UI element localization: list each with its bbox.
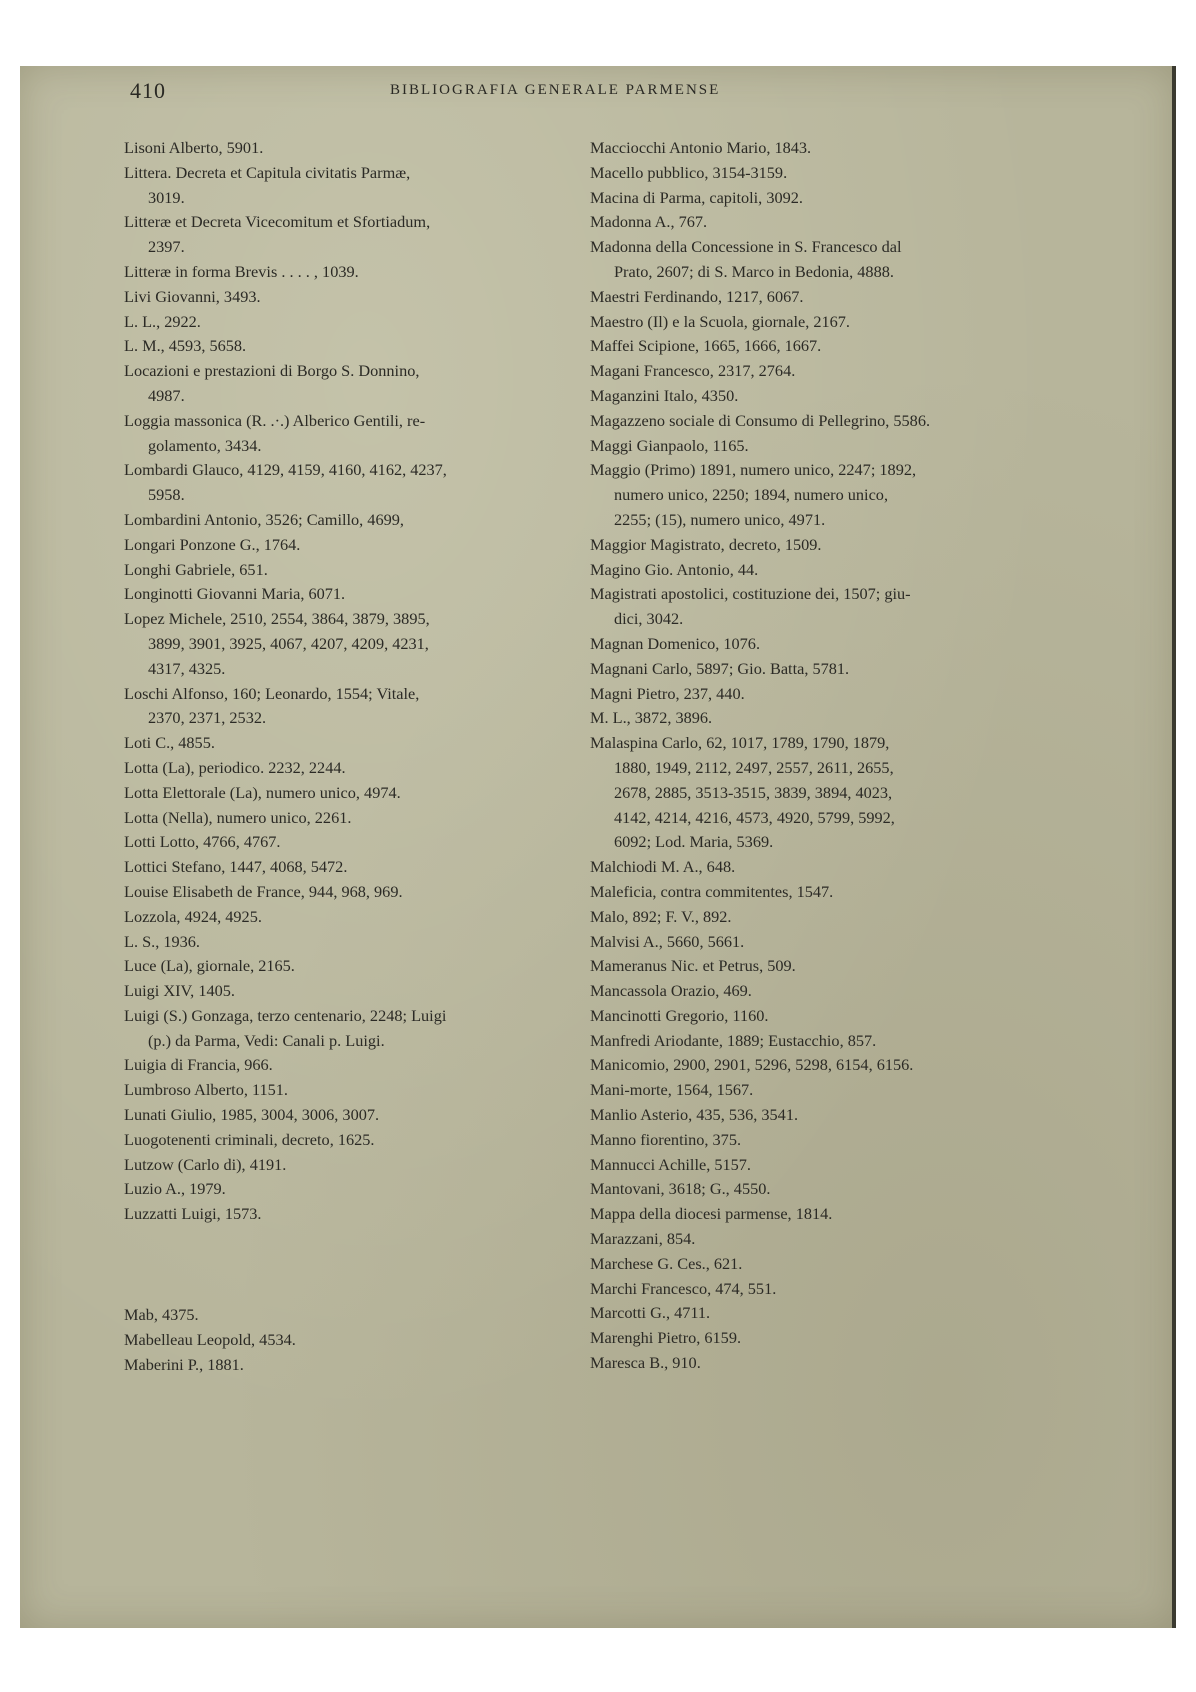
index-entry-line: Marazzani, 854. <box>590 1229 696 1249</box>
index-entry-line: dici, 3042. <box>614 609 684 629</box>
index-entry <box>590 930 1060 955</box>
index-entry <box>124 979 594 1004</box>
section-gap <box>124 1227 594 1303</box>
index-entry <box>590 1351 1060 1376</box>
index-entry-line: Litteræ et Decreta Vicecomitum et Sfortiadum, <box>124 212 431 232</box>
index-entry-line: Lombardi Glauco, 4129, 4159, 4160, 4162, 4237, <box>124 460 447 480</box>
index-entry-line: Marenghi Pietro, 6159. <box>590 1328 742 1348</box>
index-entry <box>124 1053 594 1078</box>
index-entry <box>590 136 1060 161</box>
index-entry-line: Manno fiorentino, 375. <box>590 1129 742 1149</box>
index-entry <box>124 607 594 681</box>
index-entry <box>124 930 594 955</box>
index-entry <box>590 235 1060 285</box>
index-entry-line: M. L., 3872, 3896. <box>590 708 713 728</box>
index-entry-line: Loschi Alfonso, 160; Leonardo, 1554; Vitale, <box>124 683 420 703</box>
index-entry <box>124 409 594 459</box>
index-entry-line: Manicomio, 2900, 2901, 5296, 5298, 6154, 6156. <box>590 1055 914 1075</box>
index-entry <box>124 1004 594 1054</box>
index-entry-line: Livi Giovanni, 3493. <box>124 286 261 306</box>
index-entry-line: Luzzatti Luigi, 1573. <box>124 1204 262 1224</box>
index-entry-line: L. L., 2922. <box>124 311 201 331</box>
index-entry-line: Luce (La), giornale, 2165. <box>124 956 295 976</box>
index-entry-line: Magazzeno sociale di Consumo di Pellegrino, 5586. <box>590 410 931 430</box>
index-entry-line: Maestri Ferdinando, 1217, 6067. <box>590 286 804 306</box>
index-entry-line: Madonna della Concessione in S. Francesco dal <box>590 237 902 257</box>
index-entry-line: 5958. <box>148 485 185 505</box>
index-entry-line: Littera. Decreta et Capitula civitatis Parmæ, <box>124 162 411 182</box>
index-entry <box>590 1177 1060 1202</box>
index-entry <box>590 1029 1060 1054</box>
index-entry-line: Mab, 4375. <box>124 1305 199 1325</box>
index-entry-line: Lopez Michele, 2510, 2554, 3864, 3879, 3895, <box>124 609 430 629</box>
index-entry <box>590 558 1060 583</box>
index-entry <box>124 1128 594 1153</box>
index-entry <box>124 781 594 806</box>
index-entry-line: 6092; Lod. Maria, 5369. <box>614 832 774 852</box>
index-entry-line: Lisoni Alberto, 5901. <box>124 138 264 157</box>
index-entry-line: Mappa della diocesi parmense, 1814. <box>590 1204 833 1224</box>
index-entry <box>590 359 1060 384</box>
index-entry <box>590 458 1060 532</box>
index-entry <box>590 880 1060 905</box>
index-entry-line: 3019. <box>148 187 185 207</box>
index-entry <box>124 1103 594 1128</box>
index-entry-line: Maestro (Il) e la Scuola, giornale, 2167. <box>590 311 850 331</box>
index-entry <box>590 657 1060 682</box>
index-entry <box>590 1301 1060 1326</box>
index-entry <box>590 384 1060 409</box>
index-entry-line: L. M., 4593, 5658. <box>124 336 247 356</box>
index-entry <box>124 905 594 930</box>
index-entry-line: Longinotti Giovanni Maria, 6071. <box>124 584 346 604</box>
index-entry-line: Mameranus Nic. et Petrus, 509. <box>590 956 796 976</box>
index-entry-line: Lottici Stefano, 1447, 4068, 5472. <box>124 857 348 877</box>
index-entry-line: Maggior Magistrato, decreto, 1509. <box>590 534 822 554</box>
right-column <box>590 136 1060 1376</box>
index-entry-line: Lumbroso Alberto, 1151. <box>124 1080 289 1100</box>
index-entry <box>590 1277 1060 1302</box>
index-entry <box>124 458 594 508</box>
index-entry-line: 2255; (15), numero unico, 4971. <box>614 509 826 529</box>
index-entry-line: Madonna A., 767. <box>590 212 708 232</box>
index-entry <box>590 285 1060 310</box>
index-entry-line: Maganzini Italo, 4350. <box>590 385 739 405</box>
index-entry <box>124 260 594 285</box>
index-entry <box>590 1004 1060 1029</box>
index-entry-line: Loti C., 4855. <box>124 733 215 753</box>
index-entry <box>590 1202 1060 1227</box>
index-entry-line: Magistrati apostolici, costituzione dei, 1507; giu- <box>590 584 911 604</box>
index-entry-line: Magni Pietro, 237, 440. <box>590 683 745 703</box>
index-entry <box>590 706 1060 731</box>
index-entry <box>590 533 1060 558</box>
left-column <box>124 136 594 1377</box>
index-entry-line: Mantovani, 3618; G., 4550. <box>590 1179 771 1199</box>
index-entry-line: Lotti Lotto, 4766, 4767. <box>124 832 281 852</box>
index-entry <box>124 1202 594 1227</box>
index-entry-line: Mancassola Orazio, 469. <box>590 981 752 1001</box>
index-entry <box>124 682 594 732</box>
index-entry-line: Prato, 2607; di S. Marco in Bedonia, 4888. <box>614 261 894 281</box>
index-entry <box>124 533 594 558</box>
index-entry-line: Maberini P., 1881. <box>124 1354 244 1374</box>
index-entry-line: Mannucci Achille, 5157. <box>590 1154 751 1174</box>
index-entry-line: 3899, 3901, 3925, 4067, 4207, 4209, 4231, <box>148 633 429 653</box>
index-entry-line: Longhi Gabriele, 651. <box>124 559 268 579</box>
index-entry-line: Magino Gio. Antonio, 44. <box>590 559 759 579</box>
index-entry-line: Lozzola, 4924, 4925. <box>124 906 262 926</box>
index-entry-line: Macciocchi Antonio Mario, 1843. <box>590 138 812 157</box>
index-entry-line: Magnan Domenico, 1076. <box>590 633 761 653</box>
index-entry-line: Mancinotti Gregorio, 1160. <box>590 1005 769 1025</box>
index-entry-line: Lotta (La), periodico. 2232, 2244. <box>124 757 346 777</box>
index-entry <box>590 731 1060 855</box>
index-entry-line: Manlio Asterio, 435, 536, 3541. <box>590 1105 799 1125</box>
index-entry <box>124 1153 594 1178</box>
index-entry <box>124 880 594 905</box>
index-entry-line: Loggia massonica (R. .·.) Alberico Gentili, re- <box>124 410 426 430</box>
index-entry <box>124 830 594 855</box>
index-entry <box>590 310 1060 335</box>
index-entry-line: Lutzow (Carlo di), 4191. <box>124 1154 287 1174</box>
index-entry-line: Malvisi A., 5660, 5661. <box>590 931 745 951</box>
index-entry-line: 1880, 1949, 2112, 2497, 2557, 2611, 2655, <box>614 757 894 777</box>
index-entry <box>590 1153 1060 1178</box>
index-entry-line: 2397. <box>148 237 185 257</box>
index-entry <box>124 310 594 335</box>
index-entry-line: Marchese G. Ces., 621. <box>590 1253 743 1273</box>
index-entry-line: Mani-morte, 1564, 1567. <box>590 1080 754 1100</box>
index-entry-line: Manfredi Ariodante, 1889; Eustacchio, 857. <box>590 1030 877 1050</box>
index-entry-line: Louise Elisabeth de France, 944, 968, 969. <box>124 881 403 901</box>
index-entry <box>124 1303 594 1328</box>
index-entry-line: Mabelleau Leopold, 4534. <box>124 1329 296 1349</box>
index-entry-line: numero unico, 2250; 1894, numero unico, <box>614 485 889 505</box>
page-number: 410 <box>130 78 166 103</box>
index-entry <box>590 1128 1060 1153</box>
index-entry <box>124 806 594 831</box>
index-entry <box>590 210 1060 235</box>
index-entry <box>590 632 1060 657</box>
index-entry <box>590 682 1060 707</box>
index-entry-line: 4317, 4325. <box>148 658 226 678</box>
index-entry <box>124 334 594 359</box>
index-entry-line: Marchi Francesco, 474, 551. <box>590 1278 777 1298</box>
index-entry <box>124 508 594 533</box>
index-entry-line: golamento, 3434. <box>148 435 262 455</box>
index-entry-line: Maggi Gianpaolo, 1165. <box>590 435 749 455</box>
index-entry <box>124 731 594 756</box>
index-entry-line: Lombardini Antonio, 3526; Camillo, 4699, <box>124 509 404 529</box>
index-entry <box>590 582 1060 632</box>
index-entry-line: Malaspina Carlo, 62, 1017, 1789, 1790, 1879, <box>590 733 890 753</box>
index-entry-line: Malo, 892; F. V., 892. <box>590 906 732 926</box>
index-entry <box>590 434 1060 459</box>
index-entry <box>590 409 1060 434</box>
index-entry <box>590 1053 1060 1078</box>
index-entry-line: Macina di Parma, capitoli, 3092. <box>590 187 803 207</box>
index-entry <box>590 1326 1060 1351</box>
index-entry <box>124 285 594 310</box>
index-entry <box>124 756 594 781</box>
index-entry <box>124 1078 594 1103</box>
index-entry-line: Luzio A., 1979. <box>124 1179 226 1199</box>
index-entry <box>124 359 594 409</box>
index-entry-line: Lotta Elettorale (La), numero unico, 4974. <box>124 782 401 802</box>
index-entry <box>590 954 1060 979</box>
index-entry-line: Luigia di Francia, 966. <box>124 1055 273 1075</box>
index-entry <box>124 1353 594 1378</box>
index-list-m <box>124 1303 594 1377</box>
index-entry <box>590 1252 1060 1277</box>
index-entry-line: Magani Francesco, 2317, 2764. <box>590 361 796 381</box>
index-entry-line: Luigi XIV, 1405. <box>124 981 235 1001</box>
index-entry-line: Malchiodi M. A., 648. <box>590 857 736 877</box>
index-entry-line: Maleficia, contra commitentes, 1547. <box>590 881 834 901</box>
index-entry <box>124 1328 594 1353</box>
index-entry-line: Lunati Giulio, 1985, 3004, 3006, 3007. <box>124 1105 380 1125</box>
index-entry <box>124 954 594 979</box>
index-entry <box>590 186 1060 211</box>
index-entry <box>590 979 1060 1004</box>
index-entry <box>590 855 1060 880</box>
index-entry <box>590 1103 1060 1128</box>
index-entry-line: Marcotti G., 4711. <box>590 1303 711 1323</box>
index-entry <box>590 1227 1060 1252</box>
index-entry <box>590 161 1060 186</box>
index-entry <box>590 1078 1060 1103</box>
index-list-l <box>124 136 594 1227</box>
index-entry <box>124 1177 594 1202</box>
index-entry-line: Locazioni e prestazioni di Borgo S. Donnino, <box>124 361 420 381</box>
index-entry-line: Maggio (Primo) 1891, numero unico, 2247; 1892, <box>590 460 917 480</box>
index-entry <box>590 905 1060 930</box>
page-header <box>130 78 1030 108</box>
index-entry <box>124 136 594 161</box>
index-entry-line: Lotta (Nella), numero unico, 2261. <box>124 807 352 827</box>
index-entry <box>590 334 1060 359</box>
page-edge <box>1172 66 1176 1628</box>
index-entry-line: Longari Ponzone G., 1764. <box>124 534 301 554</box>
index-entry-line: 4142, 4214, 4216, 4573, 4920, 5799, 5992, <box>614 807 895 827</box>
index-entry-line: Litteræ in forma Brevis . . . . , 1039. <box>124 261 359 281</box>
index-entry <box>124 855 594 880</box>
index-list-ma <box>590 136 1060 1376</box>
index-entry-line: 4987. <box>148 385 185 405</box>
index-entry <box>124 161 594 211</box>
index-entry-line: Maresca B., 910. <box>590 1353 701 1373</box>
index-entry-line: (p.) da Parma, Vedi: Canali p. Luigi. <box>148 1030 385 1050</box>
running-title: BIBLIOGRAFIA GENERALE PARMENSE <box>390 82 721 98</box>
index-entry-line: Maffei Scipione, 1665, 1666, 1667. <box>590 336 822 356</box>
index-entry-line: 2370, 2371, 2532. <box>148 708 267 728</box>
index-entry <box>124 210 594 260</box>
index-entry-line: Magnani Carlo, 5897; Gio. Batta, 5781. <box>590 658 850 678</box>
index-entry-line: 2678, 2885, 3513-3515, 3839, 3894, 4023, <box>614 782 893 802</box>
index-entry-line: Luigi (S.) Gonzaga, terzo centenario, 2248; Luigi <box>124 1005 447 1025</box>
index-entry <box>124 582 594 607</box>
index-entry <box>124 558 594 583</box>
index-entry-line: L. S., 1936. <box>124 931 200 951</box>
index-entry-line: Luogotenenti criminali, decreto, 1625. <box>124 1129 375 1149</box>
index-entry-line: Macello pubblico, 3154-3159. <box>590 162 788 182</box>
